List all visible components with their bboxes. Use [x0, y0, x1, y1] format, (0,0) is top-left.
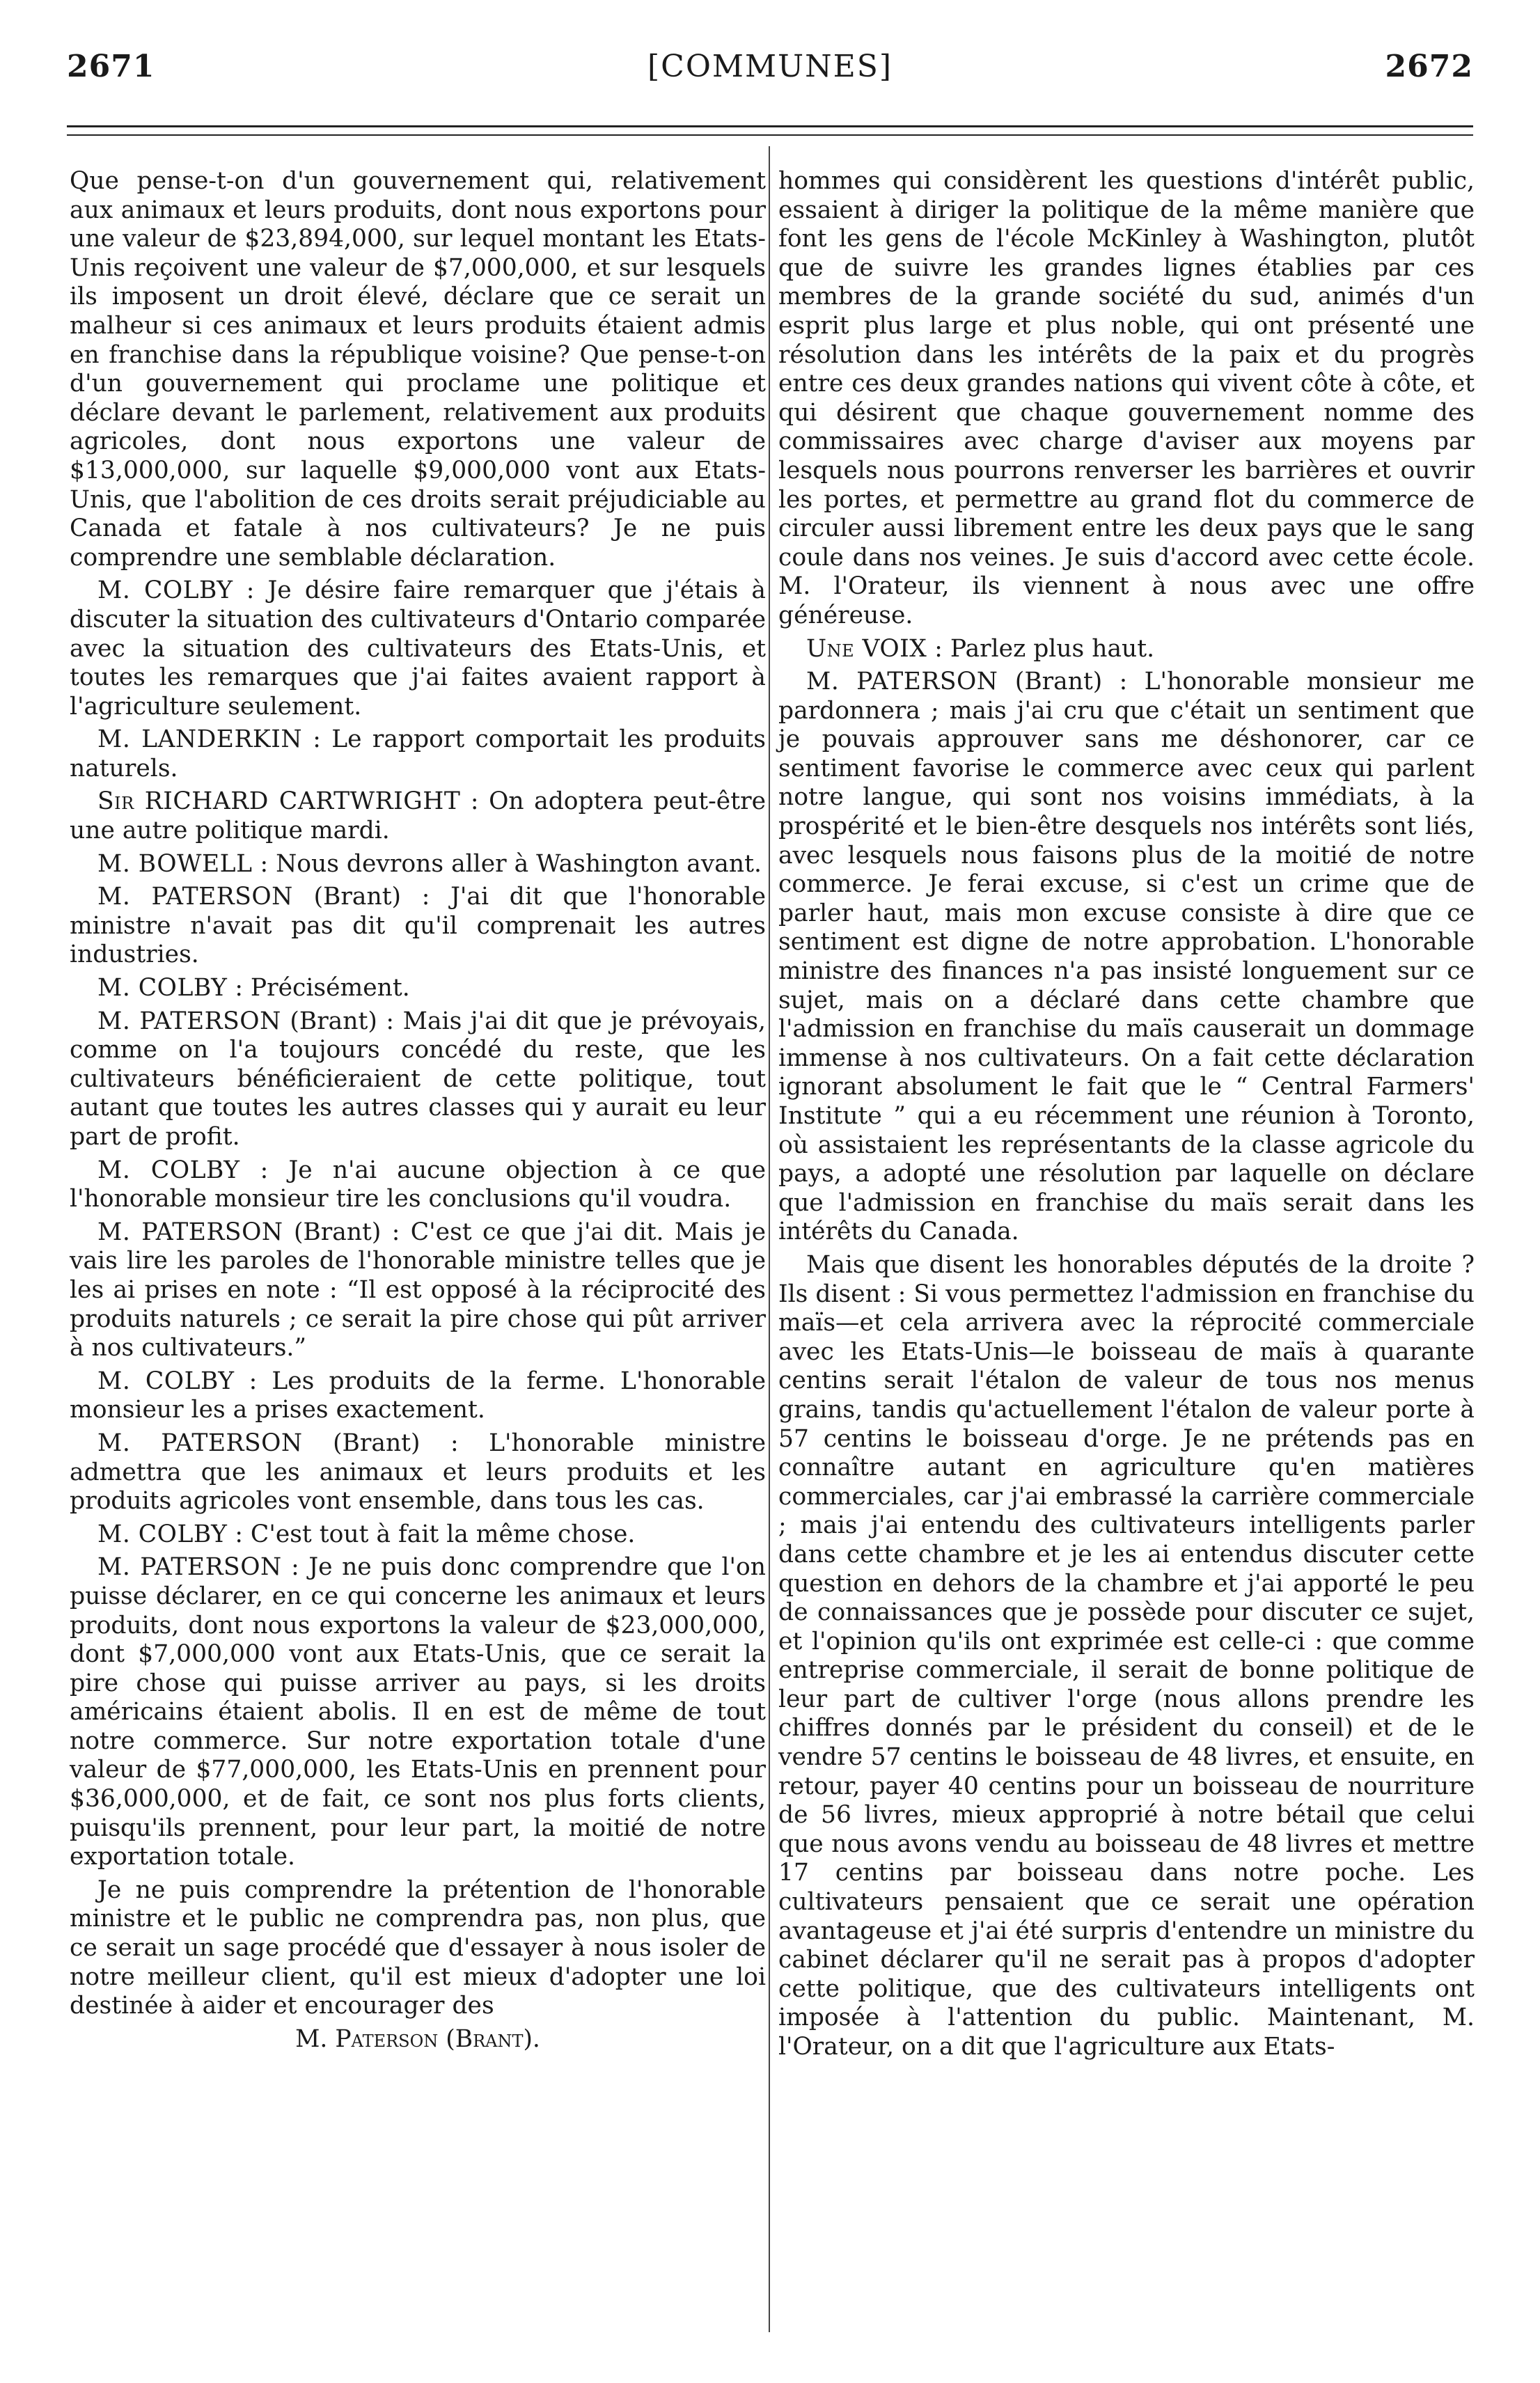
paragraph-text: Que pense-t-on d'un gouvernement qui, relativement aux animaux et leurs produits, dont nous exportons pour une valeur de $23,894,000, sur lequel montant les Etats-Unis reçoivent une valeur de $7,000,000, et sur lesquels ils imposent un droit élevé, déclare que ce serait un malheur si ces animaux et leurs produits étaient admis en franchise dans la république voisine? Que pense-t-on d'un gouvernement qui proclame une politique et déclare devant le parlement, relativement aux produits agricoles, dont nous exportons une valeur de $13,000,000, sur laquelle $9,000,000 vont aux Etats-Unis, que l'abolition de ces droits serait préjudiciable au Canada et fatale à nos cultivateurs? Je ne puis comprendre une semblable déclaration.	[70, 167, 766, 572]
speaker-name: M. PATERSON	[97, 1007, 281, 1035]
speaker-name: M. COLBY	[97, 1367, 235, 1395]
paragraph-text: : Je désire faire remarquer que j'étais à discuter la situation des cultivateurs d'Ontario comparée avec la situation des cultivateurs des Etats-Unis, et toutes les remarques que j'ai faites avaient rapport à l'agriculture seulement.	[70, 576, 766, 721]
header-rule-top	[67, 125, 1473, 127]
column-divider	[769, 146, 770, 2332]
paragraph-text: : Je n'ai aucune objection à ce que l'honorable monsieur tire les conclusions qu'il voudra.	[70, 1156, 766, 1213]
speaker-name: M. PATERSON	[97, 1553, 282, 1582]
paragraph-text: : Parlez plus haut.	[927, 634, 1155, 663]
paragraph-text: Je ne puis comprendre la prétention de l'honorable ministre et le public ne comprendra pas, non plus, que ce serait un sage procédé que d'essayer à nous isoler de notre meilleur client, qu'il est mieux d'adopter une loi destinée à aider et encourager des	[70, 1875, 766, 2020]
paragraph-text: : Le rapport comportait les produits naturels.	[70, 725, 766, 782]
right-column	[778, 167, 1475, 2066]
paragraph-text: : Précisément.	[227, 974, 410, 1002]
speaker-name: M. COLBY	[97, 576, 233, 605]
paragraph	[70, 576, 766, 721]
paragraph	[70, 1218, 766, 1363]
speaker-name: M. COLBY	[97, 1156, 240, 1184]
paragraph-text: : Nous devrons aller à Washington avant.	[252, 849, 762, 878]
paragraph-text: hommes qui considèrent les questions d'intérêt public, essaient à diriger la politique de la même manière que font les gens de l'école McKinley à Washington, plutôt que de suivre les grandes lignes établies par ces membres de la grande société du sud, animés d'un esprit plus large et plus noble, qui ont présenté une résolution dans les intérêts de la paix et du progrès entre ces deux grandes nations qui vivent côte à côte, et qui désirent que chaque gouvernement nomme des commissaires avec charge d'aviser aux moyens par lesquels nous pourrons renverser les barrières et ouvrir les portes, et permettre au grand flot du commerce de circuler aussi librement entre les deux pays que le sang coule dans nos veines. Je suis d'accord avec cette école. M. l'Orateur, ils viennent à nous avec une offre généreuse.	[778, 167, 1475, 629]
paragraph	[778, 1251, 1475, 2062]
paragraph	[778, 635, 1475, 664]
paragraph	[70, 1007, 766, 1152]
paragraph	[70, 1520, 766, 1550]
paragraph-text: (Brant) : Mais j'ai dit que je prévoyais, comme on l'a toujours concédé du reste, que les cultivateurs bénéficieraient de cette politique, tout autant que toutes les autres classes qui y aurait eu leur part de profit.	[70, 1007, 766, 1151]
paragraph-text: (Brant) : J'ai dit que l'honorable ministre n'avait pas dit qu'il comprenait les autres industries.	[70, 883, 766, 969]
paragraph	[70, 1553, 766, 1872]
paragraph	[70, 1876, 766, 2021]
paragraph	[70, 1156, 766, 1214]
speaker-name: M. PATERSON	[806, 668, 998, 696]
left-page-number: 2671	[67, 49, 155, 84]
paragraph-text: : C'est tout à fait la même chose.	[227, 1520, 636, 1548]
paragraph-text: Mais que disent les honorables députés de la droite ? Ils disent : Si vous permettez l'admission en franchise du maïs—et cela arrivera avec la réprocité commerciale avec les Etats-Unis—le boisseau de maïs à quarante centins serait l'étalon de valeur de tous nos menus grains, tandis qu'actuellement l'étalon de valeur porte à 57 centins le boisseau d'orge. Je ne prétends pas en connaître autant en agriculture qu'en matières commerciales, car j'ai embrassé la carrière commerciale ; mais j'ai entendu des cultivateurs intelligents parler dans cette chambre et je les ai entendus discuter cette question en dehors de la chambre et j'ai apporté le peu de connaissances que je possède pour discuter ce sujet, et l'opinion qu'ils ont exprimée est celle-ci : que comme entreprise commerciale, il serait de bonne politique de leur part de cultiver l'orge (nous allons prendre les chiffres donnés par le président du conseil) et de le vendre 57 centins le boisseau de 48 livres, et ensuite, en retour, payer 40 centins pour un boisseau de nourriture de 56 livres, mieux approprié à notre bétail que celui que nous avons vendu au boisseau de 48 livres et mettre 17 centins par boisseau dans notre poche. Les cultivateurs pensaient que ce serait une opération avantageuse et j'ai été surpris d'entendre un ministre du cabinet déclarer qu'il ne serait pas à propos d'adopter cette politique, que des cultivateurs intelligents ont imposée à l'attention du public. Maintenant, M. l'Orateur, on a dit que l'agriculture aux Etats-	[778, 1250, 1475, 2061]
left-column	[70, 167, 766, 2058]
paragraph	[70, 850, 766, 879]
paragraph-text: (Brant) : C'est ce que j'ai dit. Mais je vais lire les paroles de l'honorable ministre telles que je les ai prises en note : “Il est opposé à la réciprocité des produits naturels ; ce serait la pire chose qui pût arriver à nos cultivateurs.”	[70, 1218, 766, 1362]
speaker-name: Une VOIX	[806, 634, 927, 663]
speaker-name: M. LANDERKIN	[97, 725, 303, 754]
speaker-name: M. PATERSON	[97, 1429, 303, 1457]
paragraph-text: : Les produits de la ferme. L'honorable monsieur les a prises exactement.	[70, 1367, 766, 1424]
speaker-name: M. PATERSON	[97, 1218, 283, 1246]
paragraph	[70, 974, 766, 1003]
speaker-name: M. BOWELL	[97, 849, 253, 878]
right-page-number: 2672	[1385, 49, 1473, 84]
running-title: [COMMUNES]	[647, 49, 893, 84]
paragraph	[70, 883, 766, 970]
paragraph	[778, 668, 1475, 1247]
speaker-signature: M. Paterson (Brant).	[295, 2024, 540, 2053]
speaker-name: Sir RICHARD CARTWRIGHT	[97, 787, 461, 816]
speaker-name: M. COLBY	[97, 974, 228, 1002]
paragraph	[70, 725, 766, 783]
page-header	[67, 49, 1473, 97]
paragraph-text: : Je ne puis donc comprendre que l'on puisse déclarer, en ce qui concerne les animaux et leurs produits, dont nous exportons la valeur de $23,000,000, dont $7,000,000 vont aux Etats-Unis, que ce serait la pire chose qui puisse arriver au pays, si les droits américains étaient abolis. Il en est de même de tout notre commerce. Sur notre exportation totale d'une valeur de $77,000,000, les Etats-Unis en prennent pour $36,000,000, et de fait, ce sont nos plus forts clients, puisqu'ils prennent, pour leur part, la moitié de notre exportation totale.	[70, 1553, 766, 1871]
speaker-name: M. COLBY	[97, 1520, 228, 1548]
paragraph-text: (Brant) : L'honorable ministre admettra que les animaux et leurs produits et les produits agricoles vont ensemble, dans tous les cas.	[70, 1429, 766, 1516]
paragraph-text: : On adoptera peut-être une autre politique mardi.	[70, 787, 766, 845]
speaker-name: M. PATERSON	[97, 883, 293, 911]
header-rule-bottom	[67, 134, 1473, 136]
paragraph	[70, 1367, 766, 1425]
paragraph	[70, 167, 766, 572]
paragraph	[70, 1429, 766, 1516]
paragraph	[778, 167, 1475, 631]
paragraph-text: (Brant) : L'honorable monsieur me pardonnera ; mais j'ai cru que c'était un sentiment que je pouvais approuver sans me déshonorer, car ce sentiment favorise le commerce avec ceux qui parlent notre langue, qui sont nos voisins immédiats, à la prospérité et le bien-être desquels nos intérêts sont liés, avec lesquels nous faisons plus de la moitié de notre commerce. Je ferai excuse, si c'est un crime que de parler haut, mais mon excuse consiste à dire que ce sentiment est digne de notre approbation. L'honorable ministre des finances n'a pas insisté longuement sur ce sujet, mais on a déclaré dans cette chambre que l'admission en franchise du maïs causerait un dommage immense à nos cultivateurs. On a fait cette déclaration ignorant absolument le fait que le “ Central Farmers' Institute ” qui a eu récemment une réunion à Toronto, où assistaient les représentants de la classe agricole du pays, a adopté une résolution par laquelle on déclare que l'admission en franchise du maïs serait dans les intérêts du Canada.	[778, 668, 1475, 1246]
paragraph	[70, 787, 766, 845]
